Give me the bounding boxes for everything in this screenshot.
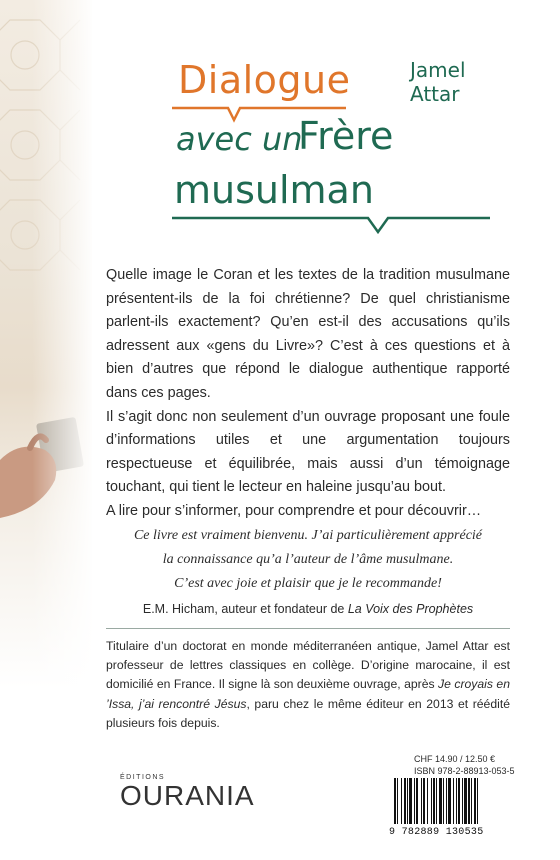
barcode-bar xyxy=(474,778,476,824)
publisher-label: ÉDITIONS xyxy=(120,774,166,781)
barcode-bar xyxy=(414,778,415,824)
barcode-bar xyxy=(439,778,442,824)
divider xyxy=(106,628,510,629)
barcode-bar xyxy=(409,778,412,824)
barcode-bar xyxy=(464,778,467,824)
barcode-bar xyxy=(421,778,422,824)
publisher-logo: OURANIA xyxy=(120,780,255,811)
attribution-text: E.M. Hicham, auteur et fondateur de xyxy=(142,602,348,616)
title-line-musulman: musulman xyxy=(174,168,374,212)
title-line-frere: Frère xyxy=(298,114,394,158)
barcode-bar xyxy=(456,778,457,824)
barcode-bar xyxy=(448,778,451,824)
barcode-number: 9 782889 130535 xyxy=(389,827,484,838)
barcode xyxy=(392,778,512,826)
barcode-bar xyxy=(433,778,435,824)
barcode-bar xyxy=(404,778,406,824)
green-speech-bubble-line xyxy=(170,214,500,238)
blurb-paragraph-1: Quelle image le Coran et les textes de la tradition musulmane présentent-ils de la foi chrétienne? De quel christianisme parlent-ils exactement? Qu’en est-il des accusations qu’ils adressent aux «gens du Livre»? C’est à ces questions et à bien d’autres que répond le dialogue authentique rapporté dans ces pages. xyxy=(106,267,510,401)
title-line-avec-un: avec un xyxy=(176,120,303,158)
barcode-bar xyxy=(446,778,447,824)
barcode-bar xyxy=(407,778,408,824)
price: CHF 14.90 / 12.50 € xyxy=(414,754,496,764)
barcode-bar xyxy=(477,778,478,824)
title-line-dialogue: Dialogue xyxy=(178,58,351,102)
bio-book-title: Je croyais en ’Issa, j’ai rencontré Jésus xyxy=(106,677,510,711)
barcode-bar xyxy=(401,778,402,824)
isbn: ISBN 978-2-88913-053-5 xyxy=(414,766,515,776)
barcode-bar xyxy=(416,778,418,824)
blurb-paragraph-3: A lire pour s’informer, pour comprendre et pour découvrir… xyxy=(106,502,482,519)
barcode-bar xyxy=(397,778,398,824)
book-title xyxy=(170,58,510,238)
back-cover-blurb xyxy=(106,264,510,524)
decorative-photo-strip xyxy=(0,0,92,860)
barcode-bar xyxy=(443,778,444,824)
barcode-bar xyxy=(436,778,437,824)
barcode-bar xyxy=(458,778,460,824)
quote-attribution xyxy=(106,602,510,616)
quote-line-3: C’est avec joie et plaisir que je le recommande! xyxy=(174,576,442,591)
endorsement-quote xyxy=(106,524,510,596)
barcode-bar xyxy=(431,778,432,824)
author-bio xyxy=(106,637,510,733)
barcode-bar xyxy=(453,778,454,824)
attribution-work: La Voix des Prophètes xyxy=(347,602,474,616)
bio-part-1: Titulaire d’un doctorat en monde méditerranéen antique, Jamel Attar est professeur de lettres classiques en collège. D’origine marocaine, il est domicilié en France. Il signe là son deuxième ouvrage, après xyxy=(106,639,510,692)
barcode-bar xyxy=(468,778,470,824)
quote-line-1: Ce livre est vraiment bienvenu. J’ai particulièrement apprécié xyxy=(133,528,483,543)
quote-line-2: la connaissance qu’a l’auteur de l’âme musulmane. xyxy=(162,552,454,567)
barcode-bar xyxy=(427,778,428,824)
author-first-name: Jamel xyxy=(410,58,466,82)
author-name xyxy=(410,58,466,106)
author-last-name: Attar xyxy=(410,82,460,106)
blurb-paragraph-2: Il s’agit donc non seulement d’un ouvrage proposant une foule d’informations utiles et une argumentation toujours respectueuse et équilibrée, mais aussi d’un témoignage touchant, qui tient le lecteur en haleine jusqu’au bout. xyxy=(106,408,510,496)
barcode-bar xyxy=(462,778,463,824)
bio-part-2: , paru chez le même éditeur en 2013 et réédité plusieurs fois depuis. xyxy=(106,696,510,730)
barcode-bar xyxy=(394,778,396,824)
barcode-bar xyxy=(471,778,472,824)
barcode-bar xyxy=(423,778,425,824)
